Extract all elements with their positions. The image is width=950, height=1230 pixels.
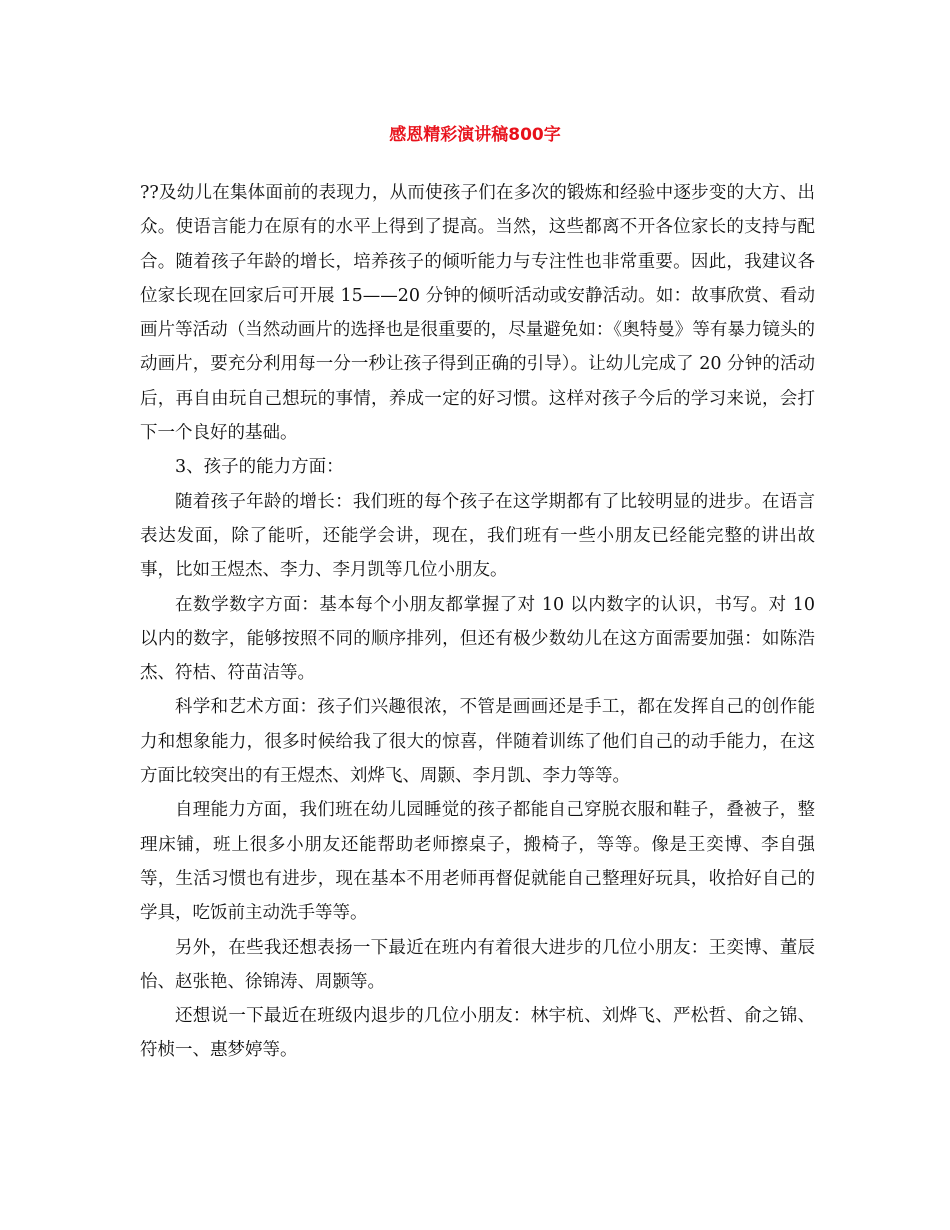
paragraph-math: 在数学数字方面：基本每个小朋友都掌握了对 10 以内数字的认识，书写。对 10 以内的数字，能够按照不同的顺序排列，但还有极少数幼儿在这方面需要加强：如陈浩杰、符桔、符苗洁等。 <box>140 594 815 684</box>
paragraph-intro: ??及幼儿在集体面前的表现力，从而使孩子们在多次的锻炼和经验中逐步变的大方、出众。使语言能力在原有的水平上得到了提高。当然，这些都离不开各位家长的支持与配合。随着孩子年龄的增长，培养孩子的倾听能力与专注性也非常重要。因此，我建议各位家长现在回家后可开展 15——20 分钟的倾听活动或安静活动。如：故事欣赏、看动画片等活动（当然动画片的选择也是很重要的，尽量避免如：《奥特曼》等有暴力镜头的动画片，要充分利用每一分一秒让孩子得到正确的引导）。让幼儿完成了 20 分钟的活动后，再自由玩自己想玩的事情，养成一定的好习惯。这样对孩子今后的学习来说，会打下一个良好的基础。 <box>140 183 815 444</box>
paragraph-praise: 另外，在些我还想表扬一下最近在班内有着很大进步的几位小朋友：王奕博、董辰怡、赵张艳、徐锦涛、周颢等。 <box>140 937 815 992</box>
document-body <box>140 176 815 1068</box>
paragraph-language: 随着孩子年龄的增长：我们班的每个孩子在这学期都有了比较明显的进步。在语言表达发面，除了能听，还能学会讲，现在，我们班有一些小朋友已经能完整的讲出故事，比如王煜杰、李力、李月凯等几位小朋友。 <box>140 491 815 581</box>
section-heading-abilities: 3、孩子的能力方面： <box>175 457 344 478</box>
document-title: 感恩精彩演讲稿800字 <box>389 125 561 145</box>
paragraph-self-care: 自理能力方面，我们班在幼儿园睡觉的孩子都能自己穿脱衣服和鞋子，叠被子，整理床铺，班上很多小朋友还能帮助老师擦桌子，搬椅子，等等。像是王奕博、李自强等，生活习惯也有进步，现在基本不用老师再督促就能自己整理好玩具，收拾好自己的学具，吃饭前主动洗手等等。 <box>140 800 815 924</box>
paragraph-science-art: 科学和艺术方面：孩子们兴趣很浓，不管是画画还是手工，都在发挥自己的创作能力和想象能力，很多时候给我了很大的惊喜，伴随着训练了他们自己的动手能力，在这方面比较突出的有王煜杰、刘烨飞、周颢、李月凯、李力等等。 <box>140 697 815 787</box>
paragraph-regress: 还想说一下最近在班级内退步的几位小朋友：林宇杭、刘烨飞、严松哲、俞之锦、符桢一、惠梦婷等。 <box>140 1006 815 1061</box>
